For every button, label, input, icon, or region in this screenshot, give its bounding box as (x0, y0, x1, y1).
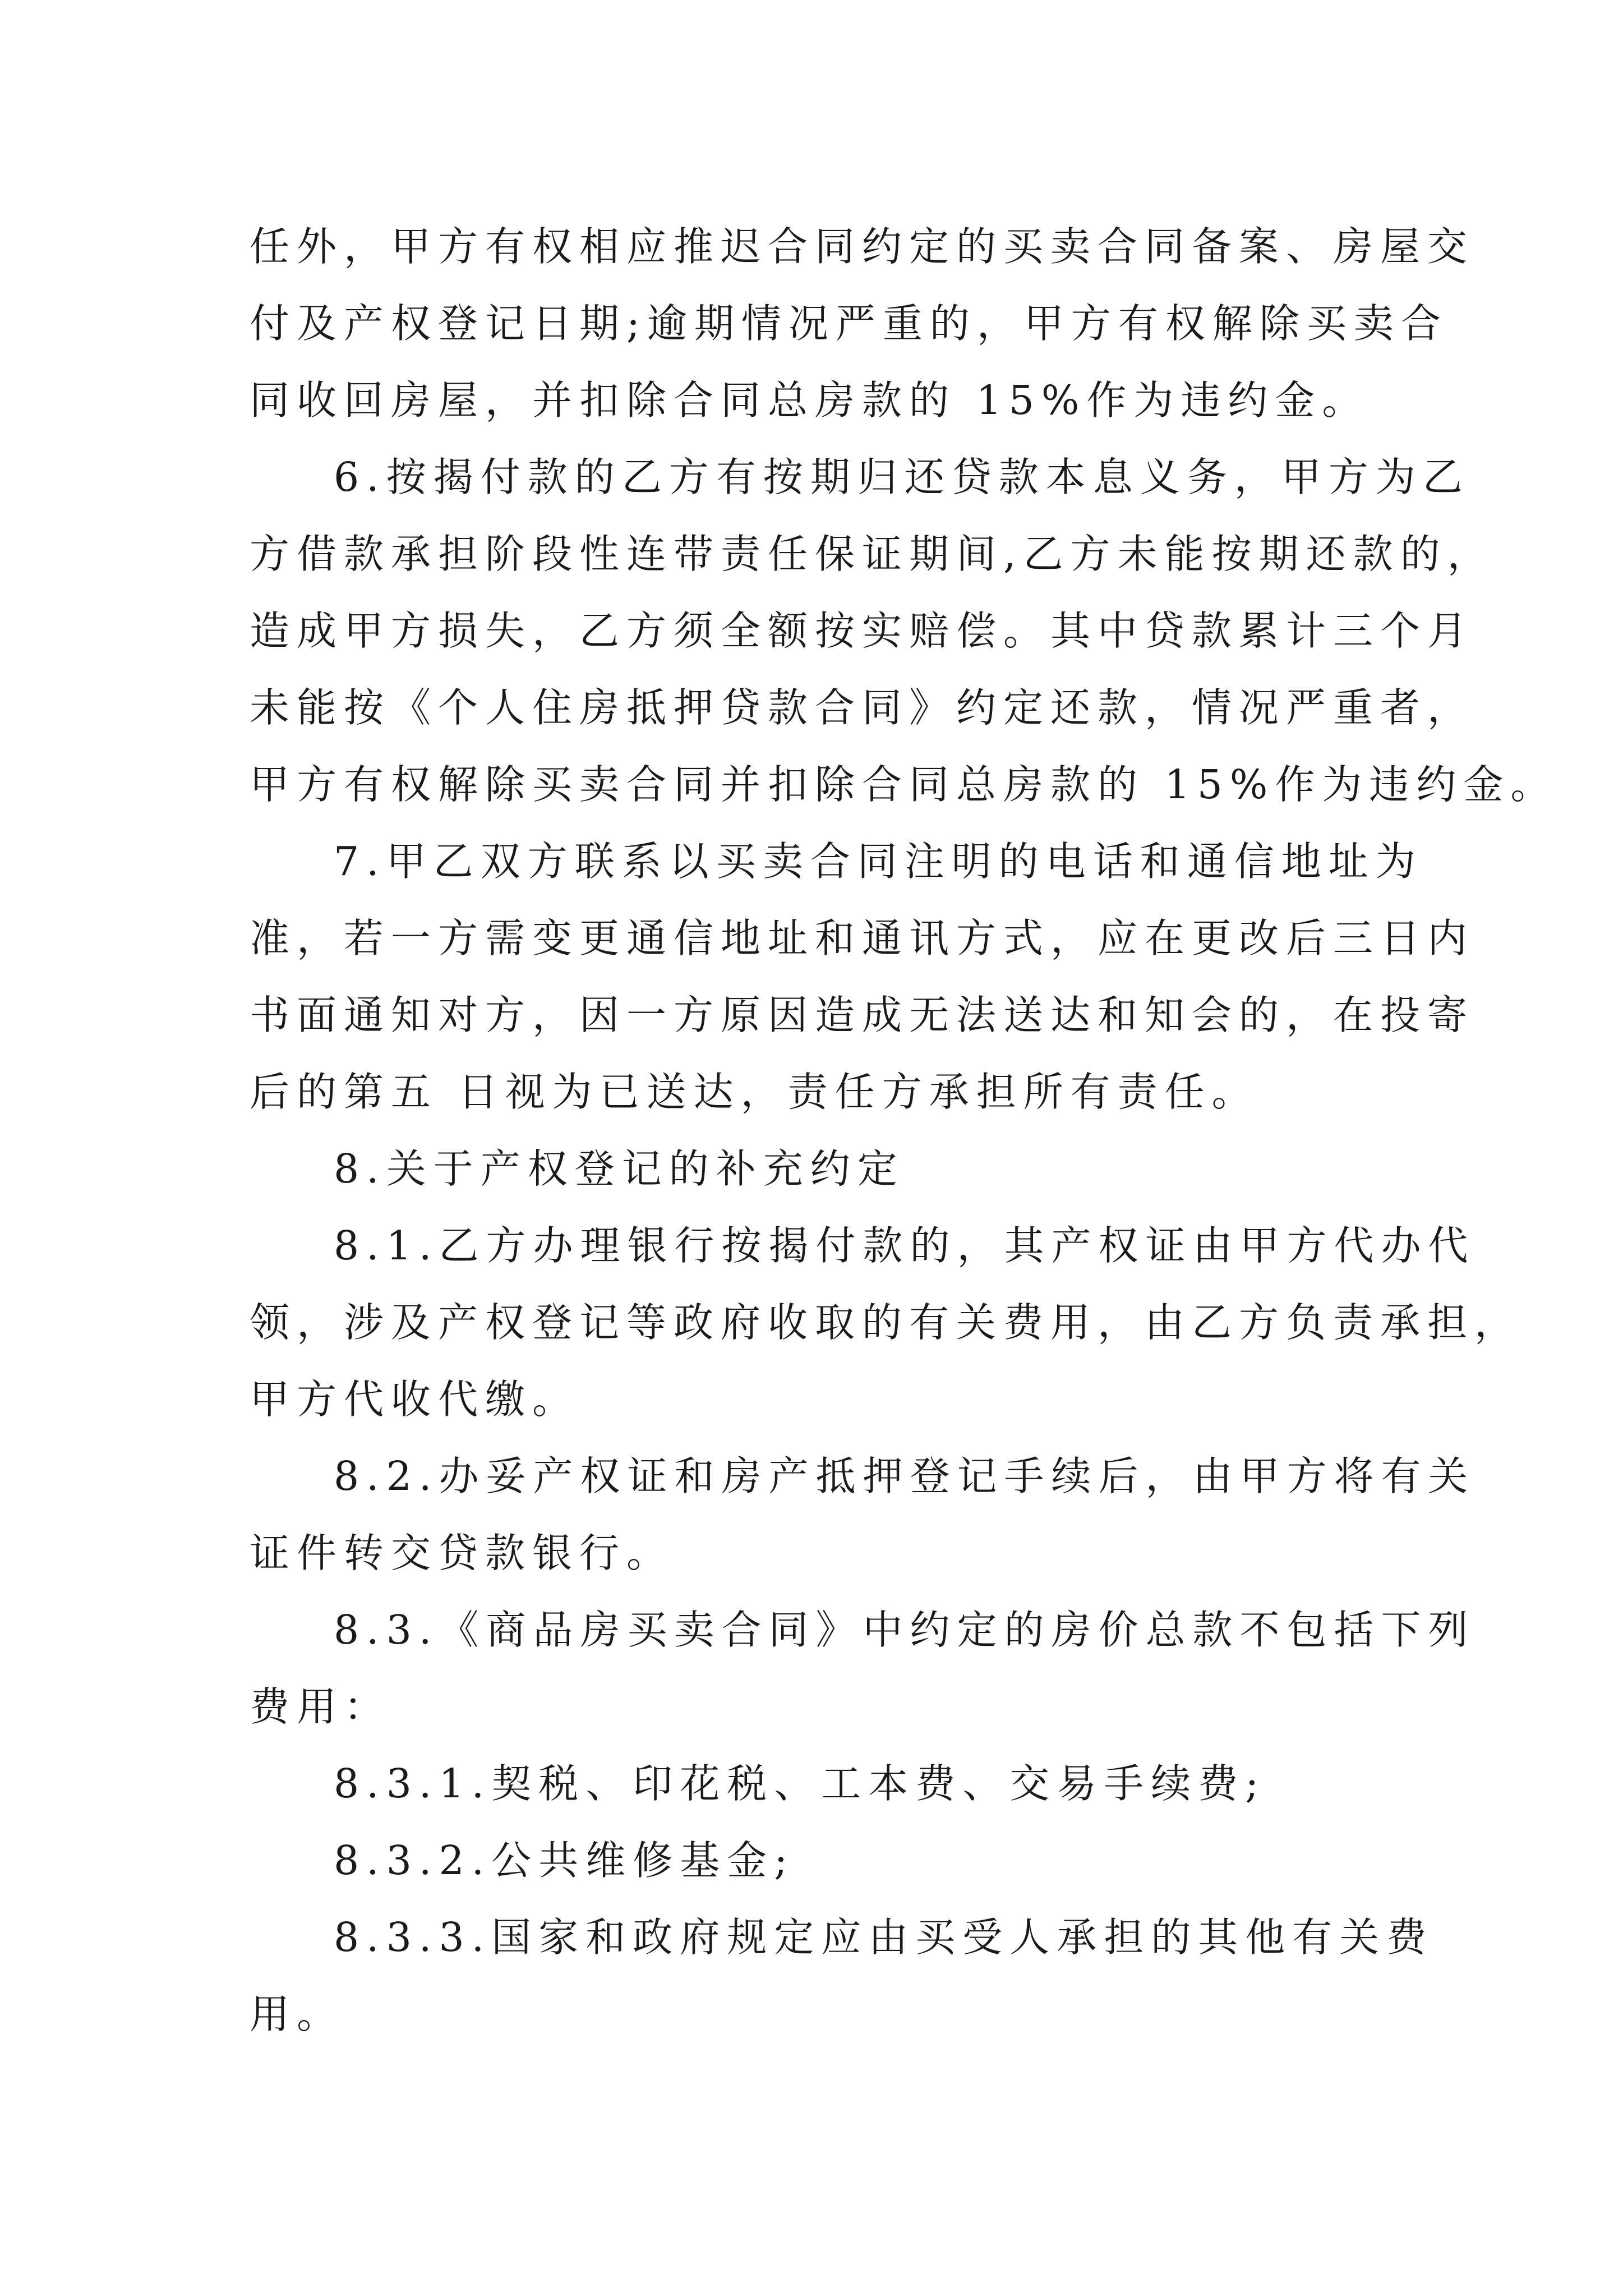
paragraph-8-2-start: 8.2.办妥产权证和房产抵押登记手续后，由甲方将有关 (334, 1453, 1476, 1499)
text-line: 甲方代收代缴。 (250, 1376, 580, 1423)
text-line: 甲方有权解除买卖合同并扣除合同总房款的 15%作为违约金。 (250, 761, 1558, 808)
section-8-heading: 8.关于产权登记的补充约定 (334, 1145, 905, 1192)
text-line: 后的第五 日视为已送达，责任方承担所有责任。 (250, 1069, 1259, 1115)
item-8-3-1: 8.3.1.契税、印花税、工本费、交易手续费; (334, 1760, 1266, 1807)
text-line: 证件转交贷款银行。 (250, 1530, 674, 1576)
paragraph-8-3-start: 8.3.《商品房买卖合同》中约定的房价总款不包括下列 (334, 1607, 1476, 1653)
paragraph-8-1-start: 8.1.乙方办理银行按揭付款的，其产权证由甲方代办代 (334, 1222, 1476, 1269)
text-line: 同收回房屋，并扣除合同总房款的 15%作为违约金。 (250, 377, 1370, 424)
text-line: 准，若一方需变更通信地址和通讯方式，应在更改后三日内 (250, 915, 1475, 961)
item-8-3-3-start: 8.3.3.国家和政府规定应由买受人承担的其他有关费 (334, 1914, 1434, 1961)
text-line: 未能按《个人住房抵押贷款合同》约定还款，情况严重者， (250, 684, 1475, 731)
text-line: 付及产权登记日期;逾期情况严重的，甲方有权解除买卖合 (250, 300, 1448, 347)
text-line: 任外，甲方有权相应推迟合同约定的买卖合同备案、房屋交 (250, 223, 1475, 270)
text-line: 方借款承担阶段性连带责任保证期间,乙方未能按期还款的， (250, 531, 1495, 577)
text-line: 书面通知对方，因一方原因造成无法送达和知会的，在投寄 (250, 992, 1475, 1038)
text-line: 造成甲方损失，乙方须全额按实赔偿。其中贷款累计三个月 (250, 608, 1475, 654)
text-line: 用。 (250, 1991, 344, 2037)
text-line: 费用： (250, 1683, 391, 1730)
paragraph-7-start: 7.甲乙双方联系以买卖合同注明的电话和通信地址为 (334, 838, 1423, 885)
text-line: 领，涉及产权登记等政府收取的有关费用，由乙方负责承担， (250, 1299, 1522, 1346)
paragraph-6-start: 6.按揭付款的乙方有按期归还贷款本息义务，甲方为乙 (334, 454, 1470, 500)
item-8-3-2: 8.3.2.公共维修基金; (334, 1837, 795, 1884)
